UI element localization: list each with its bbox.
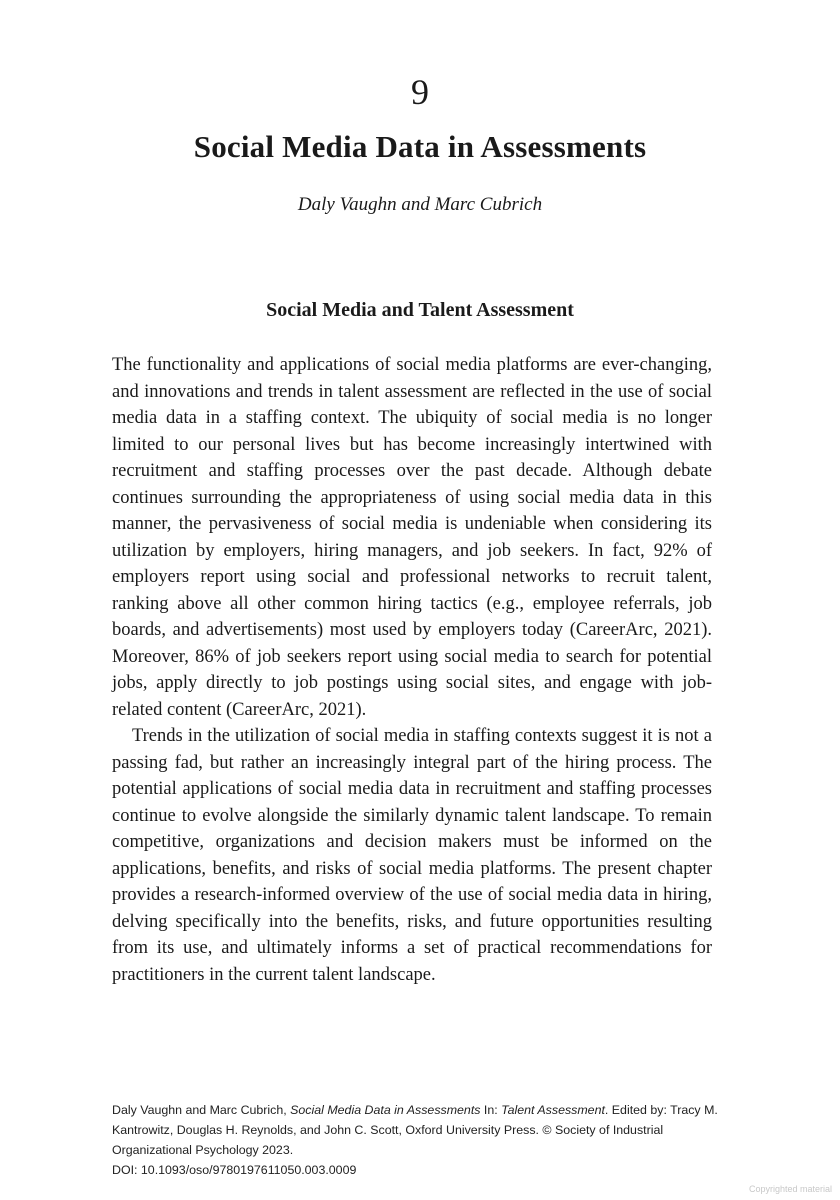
- chapter-title: Social Media Data in Assessments: [193, 129, 647, 164]
- footnote-book-title: Talent Assessment: [501, 1103, 605, 1117]
- chapter-number: 9: [411, 72, 429, 112]
- chapter-authors: Daly Vaughn and Marc Cubrich: [297, 194, 543, 215]
- paragraph-2: Trends in the utilization of social media in staffing contexts suggest it is not a passing fad, but rather an increasingly integral part of the hiring process. The potential applications of social media data in recruitment and staffing processes continue to evolve alongside the similarly dynamic talent landscape. To remain competitive, organizations and decision makers must be informed on the applications, benefits, and risks of social media platforms. The present chapter provides a research-informed overview of the use of social media data in hiring, delving specifically into the benefits, risks, and future opportunities resulting from its use, and ultimately informs a set of practical recommendations for practitioners in the current talent landscape.: [112, 726, 712, 985]
- body-text: [112, 352, 712, 988]
- footnote-in-label: In:: [480, 1103, 502, 1117]
- footnote-doi: DOI: 10.1093/oso/9780197611050.003.0009: [112, 1163, 357, 1177]
- section-heading: Social Media and Talent Assessment: [266, 299, 574, 321]
- footnote-chapter-title: Social Media Data in Assessments: [290, 1103, 481, 1117]
- paragraph-1: The functionality and applications of social media platforms are ever-changing, and innovations and trends in talent assessment are reflected in the use of social media data in a staffing context. The ubiquity of social media is no longer limited to our personal lives but has become increasingly intertwined with recruitment and staffing processes over the past decade. Although debate continues surrounding the appropriateness of using social media data in this manner, the pervasiveness of social media is undeniable when considering its utilization by employers, hiring managers, and job seekers. In fact, 92% of employers report using social and professional networks to recruit talent, ranking above all other common hiring tactics (e.g., employee referrals, job boards, and advertisements) most used by employers today (CareerArc, 2021). Moreover, 86% of job seekers report using social media to search for potential jobs, apply directly to job postings using social sites, and engage with job-related content (CareerArc, 2021).: [112, 355, 712, 720]
- citation-footnote: [112, 1100, 722, 1180]
- copyright-watermark: Copyrighted material: [748, 1184, 832, 1194]
- footnote-authors: Daly Vaughn and Marc Cubrich,: [112, 1103, 291, 1117]
- footnote-edited-by: . Edited by: Tracy M. Kantrowitz, Douglas H. Reynolds, and John C. Scott, Oxford University Press. © Society of Industrial Organizational Psychology 2023.: [112, 1103, 718, 1157]
